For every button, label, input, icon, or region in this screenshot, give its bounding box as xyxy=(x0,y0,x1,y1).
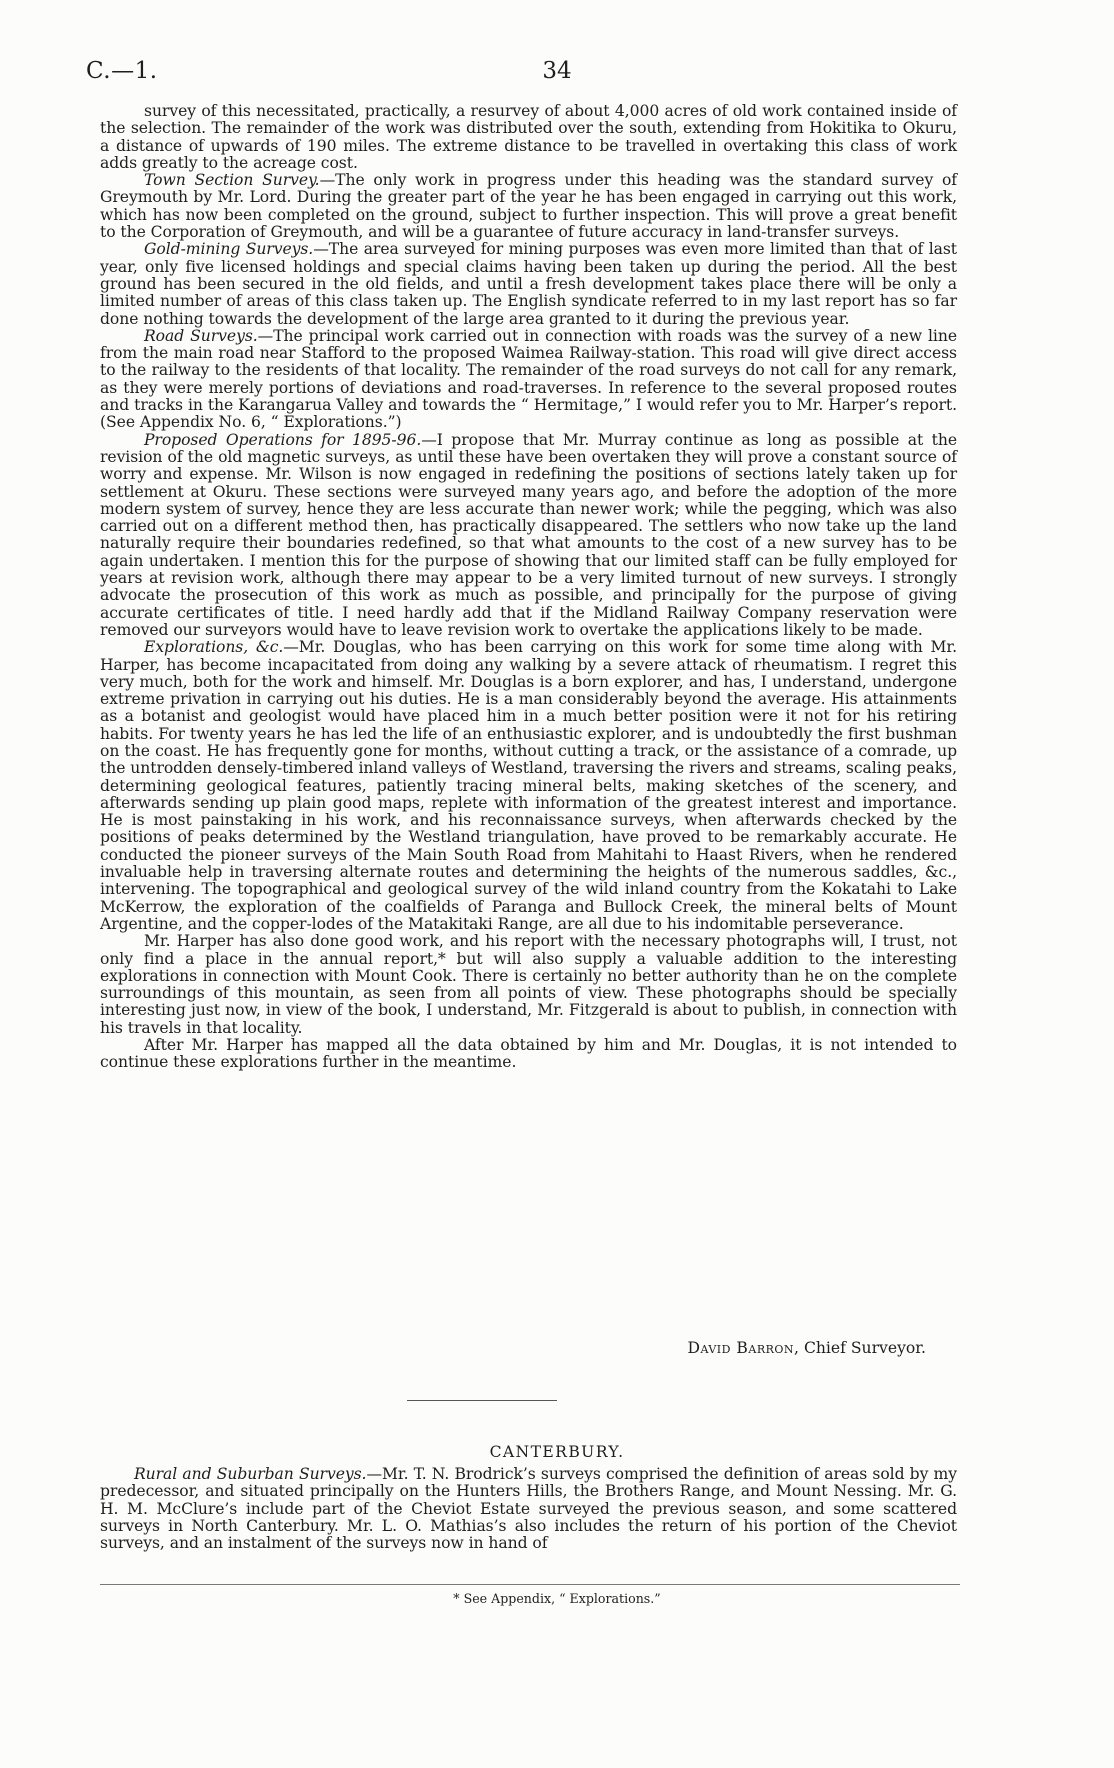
section-title: CANTERBURY. xyxy=(489,1443,625,1461)
paragraph-rural-suburban-surveys: Rural and Suburban Surveys.—Mr. T. N. Brodrick’s surveys comprised the definition of areas sold by my predecessor, and situated principally on the Hunters Hills, the Brothers Range, and Mount Nessing. Mr. G. H. M. McClure’s include part of the Cheviot Estate surveyed the previous season, and some scattered surveys in North Canterbury. Mr. L. O. Mathias’s also includes the return of his portion of the Cheviot surveys, and an instalment of the surveys now in hand of xyxy=(100,1465,958,1553)
paragraph: survey of this necessitated, practically, a resurvey of about 4,000 acres of old work contained inside of the selection. The remainder of the work was distributed over the south, extending from Hokitika to Okuru, a distance of upwards of 190 miles. The extreme distance to be travelled in overtaking this class of work adds greatly to the acreage cost. xyxy=(100,102,957,172)
paragraph-heading: Town Section Survey. xyxy=(144,171,320,190)
paragraph-heading: Road Surveys. xyxy=(144,326,258,345)
signature xyxy=(500,1339,926,1357)
paragraph-proposed-operations: Proposed Operations for 1895-96.—I propose that Mr. Murray continue as long as possible at the revision of the old magnetic surveys, as until these have been overtaken they will prove a constant source of worry and expense. Mr. Wilson is now engaged in redefining the positions of sections lately taken up for settlement at Okuru. These sections were surveyed many years ago, and before the adoption of the more modern system of survey, hence they are less accurate than newer work; while the pegging, which was also carried out on a different method then, has practically disappeared. The settlers who now take up the land naturally require their boundaries redefined, so that what amounts to the cost of a new survey has to be again undertaken. I mention this for the purpose of showing that our limited staff can be fully employed for years at revision work, although there may appear to be a very limited turnout of new surveys. I strongly advocate the prosecution of this work as much as possible, and principally for the purpose of giving accurate certificates of title. I need hardly add that if the Midland Railway Company reservation were removed our surveyors would have to leave revision work to overtake the applications likely to be made. xyxy=(100,430,957,639)
paragraph-heading: Proposed Operations for 1895-96. xyxy=(144,430,422,449)
paragraph-gold-mining-surveys: Gold-mining Surveys.—The area surveyed for mining purposes was even more limited than that of last year, only five licensed holdings and special claims having been taken up during the period. All the best ground has been secured in the old fields, and until a fresh development takes place there will be only a limited number of areas of this class taken up. The English syndicate referred to in my last report has so far done nothing towards the development of the large area granted to it during the previous year. xyxy=(100,240,958,328)
canterbury-body xyxy=(100,1466,957,1552)
paragraph-heading: Explorations, &c. xyxy=(144,638,284,657)
paragraph: After Mr. Harper has mapped all the data obtained by him and Mr. Douglas, it is not intended to continue these explorations further in the meantime. xyxy=(100,1036,957,1072)
page-number: 34 xyxy=(542,58,572,84)
paragraph: Mr. Harper has also done good work, and his report with the necessary photographs will, I trust, not only find a place in the annual report,* but will also supply a valuable addition to the interesting explorations in connection with Mount Cook. There is certainly no better authority than he on the complete surroundings of this mountain, as seen from all points of view. These photographs should be specially interesting just now, in view of the book, I understand, Mr. Fitzgerald is about to publish, in connection with his travels in that locality. xyxy=(100,932,957,1037)
footnote-rule xyxy=(100,1584,960,1585)
paragraph-heading: Rural and Suburban Surveys. xyxy=(134,1465,367,1483)
paragraph-road-surveys: Road Surveys.—The principal work carried out in connection with roads was the survey of a new line from the main road near Stafford to the proposed Waimea Railway-station. This road will give direct access to the railway to the residents of that locality. The remainder of the road surveys do not call for any remark, as they were merely portions of deviations and road-traverses. In reference to the several proposed routes and tracks in the Karangarua Valley and towards the “ Hermitage,” I would refer you to Mr. Harper’s report. (See Appendix No. 6, “ Explorations.”) xyxy=(100,326,958,432)
footnote: * See Appendix, “ Explorations.” xyxy=(453,1591,661,1606)
paragraph-heading: Gold-mining Surveys. xyxy=(144,240,314,259)
signatory-name: David Barron xyxy=(687,1339,795,1357)
section-divider xyxy=(407,1400,557,1401)
document-reference: C.—1. xyxy=(86,58,158,84)
signatory-title: , Chief Surveyor. xyxy=(794,1339,926,1357)
report-body xyxy=(100,103,957,1072)
paragraph-town-section-survey: Town Section Survey.—The only work in progress under this heading was the standard survey of Greymouth by Mr. Lord. During the greater part of the year he has been engaged in carrying out this work, which has now been completed on the ground, subject to further inspection. This will prove a great benefit to the Corporation of Greymouth, and will be a guarantee of future accuracy in land-transfer surveys. xyxy=(100,171,957,242)
paragraph-explorations: Explorations, &c.—Mr. Douglas, who has been carrying on this work for some time along with Mr. Harper, has become incapacitated from doing any walking by a severe attack of rheumatism. I regret this very much, both for the work and himself. Mr. Douglas is a born explorer, and has, I understand, undergone extreme privation in carrying out his duties. He is a man considerably beyond the average. His attainments as a botanist and geologist would have placed him in a much better position were it not for his retiring habits. For twenty years he has led the life of an enthusiastic explorer, and is undoubtedly the first bushman on the coast. He has frequently gone for months, without cutting a track, or the assistance of a comrade, up the untrodden densely-timbered inland valleys of Westland, traversing the rivers and streams, scaling peaks, determining geological features, patiently tracing mineral belts, making sketches of the scenery, and afterwards sending up plain good maps, replete with information of the greatest interest and importance. He is most painstaking in his work, and his reconnaissance surveys, when afterwards checked by the positions of peaks determined by the Westland triangulation, have proved to be remarkably accurate. He conducted the pioneer surveys of the Main South Road from Mahitahi to Haast Rivers, when he rendered invaluable help in traversing alternate routes and determining the heights of the numerous saddles, &c., intervening. The topographical and geological survey of the wild inland country from the Kokatahi to Lake McKerrow, the exploration of the coalfields of Paranga and Bullock Creek, the mineral belts of Mount Argentine, and the copper-lodes of the Matakitaki Range, are all due to his indomitable perseverance. xyxy=(100,638,957,933)
